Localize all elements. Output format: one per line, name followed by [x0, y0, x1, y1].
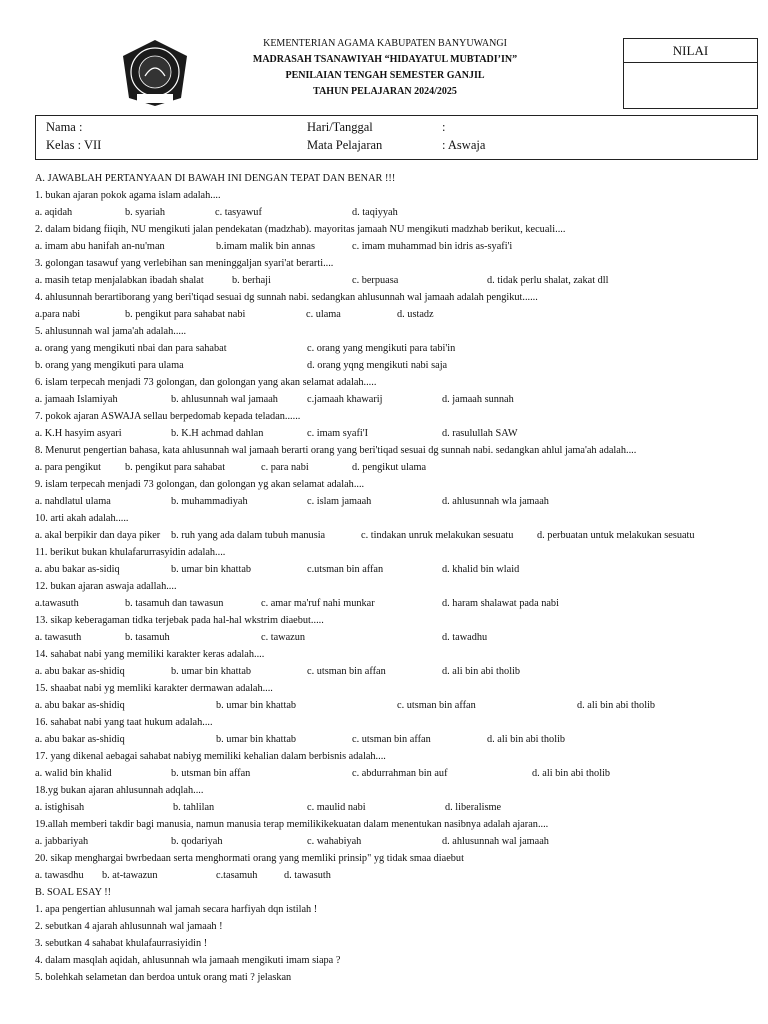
essay-question: 5. bolehkah selametan dan berdoa untuk orang mati ? jelaskan	[35, 972, 292, 983]
answer-option: b. tahlilan	[173, 802, 215, 813]
answer-options-row	[35, 663, 755, 680]
answer-option: c. imam muhammad bin idris as-syafi'i	[352, 241, 513, 252]
answer-option: c. islam jamaah	[307, 496, 372, 507]
answer-option: d. ali bin abi tholib	[577, 700, 656, 711]
exam-content	[35, 170, 755, 986]
answer-options-row	[35, 765, 755, 782]
answer-options-row	[35, 357, 755, 374]
score-label: NILAI	[624, 43, 757, 63]
question-text: 10. arti akah adalah.....	[35, 513, 129, 524]
answer-options-row	[35, 272, 755, 289]
answer-option: a. nahdlatul ulama	[35, 496, 111, 507]
answer-option: c. utsman bin affan	[307, 666, 386, 677]
answer-option: d. orang yqng mengikuti nabi saja	[307, 360, 448, 371]
subject-label: Mata Pelajaran	[307, 138, 383, 152]
section-a-heading: A. JAWABLAH PERTANYAAN DI BAWAH INI DENGAN TEPAT DAN BENAR !!!	[35, 173, 396, 184]
question-text: 16. sahabat nabi yang taat hukum adalah....	[35, 717, 213, 728]
answer-option: b. tasamuh	[125, 632, 170, 643]
answer-option: a. abu bakar as-shidiq	[35, 734, 125, 745]
answer-option: b. umar bin khattab	[216, 734, 297, 745]
answer-option: a. K.H hasyim asyari	[35, 428, 122, 439]
answer-options-row	[35, 493, 755, 510]
question-text: 20. sikap menghargai bwrbedaan serta menghormati orang yang memliki prinsip" yg tidak smaa diaebut	[35, 853, 464, 864]
answer-option: c.utsman bin affan	[307, 564, 384, 575]
question-text: 6. islam terpecah menjadi 73 golongan, dan golongan yang akan selamat adalah.....	[35, 377, 377, 388]
answer-option: b. syariah	[125, 207, 166, 218]
answer-option: d. jamaah sunnah	[442, 394, 514, 405]
essay-question: 4. dalam masqlah aqidah, ahlusunnah wla jamaah mengikuti imam siapa ?	[35, 955, 341, 966]
answer-option: b. tasamuh dan tawasun	[125, 598, 224, 609]
answer-option: b. pengikut para sahabat	[125, 462, 226, 473]
answer-option: a. abu bakar as-shidiq	[35, 666, 125, 677]
answer-option: c. amar ma'ruf nahi munkar	[261, 598, 375, 609]
answer-option: c. abdurrahman bin auf	[352, 768, 448, 779]
class-label: Kelas : VII	[46, 138, 102, 152]
answer-option: a. istighisah	[35, 802, 85, 813]
answer-option: a. jabbariyah	[35, 836, 89, 847]
name-label: Nama :	[46, 120, 83, 134]
header-year: TAHUN PELAJARAN 2024/2025	[313, 86, 457, 97]
question-text: 13. sikap keberagaman tidka terjebak pada hal-hal wkstrim diaebut.....	[35, 615, 324, 626]
question-text: 5. ahlusunnah wal jama'ah adalah.....	[35, 326, 187, 337]
answer-option: c. imam syafi'I	[307, 428, 369, 439]
answer-option: b. qodariyah	[171, 836, 223, 847]
essay-question: 3. sebutkan 4 sahabat khulafaurrasiyidin !	[35, 938, 208, 949]
answer-options-row	[35, 697, 755, 714]
question-text: 2. dalam bidang fiiqih, NU mengikuti jalan pendekatan (madzhab). mayoritas jamaah NU mengikuti madzhab berikut, kecuali....	[35, 224, 566, 235]
answer-option: a. aqidah	[35, 207, 73, 218]
answer-options-row	[35, 731, 755, 748]
answer-option: d. ahlusunnah wal jamaah	[442, 836, 549, 847]
answer-option: b. berhaji	[232, 275, 271, 286]
answer-option: c. tindakan unruk melakukan sesuatu	[361, 530, 514, 541]
answer-option: d. rasulullah SAW	[442, 428, 518, 439]
answer-options-row	[35, 204, 755, 221]
answer-option: b. at-tawazun	[102, 870, 158, 881]
answer-option: a. tawasuth	[35, 632, 82, 643]
answer-option: b. umar bin khattab	[171, 564, 252, 575]
question-text: 8. Menurut pengertian bahasa, kata ahlusunnah wal jamaah berarti orang yang beri'tiqad sesuai dg sunnah nabi. sedangkan ahlul jama'ah adalah....	[35, 445, 637, 456]
answer-option: b. umar bin khattab	[216, 700, 297, 711]
answer-option: a. imam abu hanifah an-nu'man	[35, 241, 165, 252]
answer-option: b. muhammadiyah	[171, 496, 248, 507]
answer-option: d. haram shalawat pada nabi	[442, 598, 559, 609]
answer-option: b. utsman bin affan	[171, 768, 251, 779]
date-colon: :	[442, 120, 446, 134]
answer-option: b. orang yang mengikuti para ulama	[35, 360, 184, 371]
answer-option: d. tawadhu	[442, 632, 488, 643]
answer-option: d. taqiyyah	[352, 207, 398, 218]
question-text: 12. bukan ajaran aswaja adallah....	[35, 581, 177, 592]
madrasah-logo	[115, 38, 195, 108]
answer-option: c.jamaah khawarij	[307, 394, 383, 405]
question-text: 3. golongan tasawuf yang verlebihan san meninggaljan syari'at berarti....	[35, 258, 334, 269]
answer-option: b. pengikut para sahabat nabi	[125, 309, 246, 320]
question-text: 14. sahabat nabi yang memiliki karakter keras adalah....	[35, 649, 265, 660]
answer-option: a.tawasuth	[35, 598, 79, 609]
answer-option: a. walid bin khalid	[35, 768, 112, 779]
answer-option: d. liberalisme	[445, 802, 502, 813]
answer-option: b. ruh yang ada dalam tubuh manusia	[171, 530, 326, 541]
header-ministry: KEMENTERIAN AGAMA KABUPATEN BANYUWANGI	[263, 38, 507, 49]
answer-option: d. khalid bin wlaid	[442, 564, 520, 575]
answer-option: c. utsman bin affan	[397, 700, 476, 711]
question-text: 15. shaabat nabi yg memliki karakter dermawan adalah....	[35, 683, 273, 694]
answer-option: b. ahlusunnah wal jamaah	[171, 394, 278, 405]
question-text: 18.yg bukan ajaran ahlusunnah adqlah....	[35, 785, 204, 796]
answer-option: b.imam malik bin annas	[216, 241, 315, 252]
answer-options-row	[35, 340, 755, 357]
answer-option: c. orang yang mengikuti para tabi'in	[307, 343, 456, 354]
answer-option: d. ali bin abi tholib	[442, 666, 521, 677]
answer-options-row	[35, 459, 755, 476]
header-school: MADRASAH TSANAWIYAH “HIDAYATUL MUBTADI’IN”	[252, 54, 518, 65]
answer-options-row	[35, 629, 755, 646]
answer-option: d. perbuatan untuk melakukan sesuatu	[537, 530, 695, 541]
answer-options-row	[35, 867, 755, 884]
answer-option: a. orang yang mengikuti nbai dan para sahabat	[35, 343, 227, 354]
answer-options-row	[35, 391, 755, 408]
answer-option: a. tawasdhu	[35, 870, 84, 881]
answer-option: d. ustadz	[397, 309, 434, 320]
question-text: 1. bukan ajaran pokok agama islam adalah....	[35, 190, 221, 201]
section-b-heading: B. SOAL ESAY !!	[35, 887, 112, 898]
answer-option: c. ulama	[306, 309, 341, 320]
header-exam: PENILAIAN TENGAH SEMESTER GANJIL	[285, 70, 485, 81]
answer-option: a. jamaah Islamiyah	[35, 394, 118, 405]
answer-option: d. tawasuth	[284, 870, 331, 881]
answer-options-row	[35, 306, 755, 323]
answer-option: a. para pengikut	[35, 462, 102, 473]
answer-options-row	[35, 561, 755, 578]
answer-option: c. berpuasa	[352, 275, 399, 286]
answer-option: c. para nabi	[261, 462, 309, 473]
answer-option: a. akal berpikir dan daya piker	[35, 530, 161, 541]
answer-options-row	[35, 833, 755, 850]
answer-option: c.tasamuh	[216, 870, 258, 881]
answer-options-row	[35, 799, 755, 816]
answer-option: a. abu bakar as-sidiq	[35, 564, 120, 575]
answer-option: d. pengikut ulama	[352, 462, 427, 473]
answer-option: c. tawazun	[261, 632, 306, 643]
essay-question: 2. sebutkan 4 ajarah ahlusunnah wal jamaah !	[35, 921, 223, 932]
answer-option: d. ali bin abi tholib	[487, 734, 566, 745]
document-header	[230, 36, 540, 100]
answer-option: a.para nabi	[35, 309, 81, 320]
answer-option: d. tidak perlu shalat, zakat dll	[487, 275, 609, 286]
question-text: 19.allah memberi takdir bagi manusia, namun manusia terap memilikikekuatan dalam menentukan nasibnya adalah ajaran....	[35, 819, 549, 830]
answer-option: c. maulid nabi	[307, 802, 366, 813]
answer-options-row	[35, 527, 755, 544]
answer-option: b. K.H achmad dahlan	[171, 428, 264, 439]
answer-option: a. abu bakar as-shidiq	[35, 700, 125, 711]
answer-option: d. ahlusunnah wla jamaah	[442, 496, 549, 507]
question-text: 9. islam terpecah menjadi 73 golongan, dan golongan yg akan selamat adalah....	[35, 479, 365, 490]
answer-option: a. masih tetap menjalabkan ibadah shalat	[35, 275, 204, 286]
answer-option: d. ali bin abi tholib	[532, 768, 611, 779]
question-text: 11. berikut bukan khulafarurrasyidin adalah....	[35, 547, 226, 558]
answer-option: b. umar bin khattab	[171, 666, 252, 677]
answer-option: c. tasyawuf	[215, 207, 262, 218]
answer-option: c. utsman bin affan	[352, 734, 431, 745]
answer-option: c. wahabiyah	[307, 836, 362, 847]
answer-options-row	[35, 595, 755, 612]
answer-options-row	[35, 425, 755, 442]
question-text: 7. pokok ajaran ASWAJA sellau berpedomab kepada teladan......	[35, 411, 301, 422]
score-box	[623, 38, 758, 109]
question-text: 4. ahlusunnah berartiborang yang beri'tiqad sesuai dg sunnah nabi. sedangkan ahlusunnah wal jamaah adalah pengikut......	[35, 292, 538, 303]
subject-value: : Aswaja	[442, 138, 486, 152]
answer-options-row	[35, 238, 755, 255]
question-text: 17. yang dikenal aebagai sahabat nabiyg memiliki kehalian dalam berbisnis adalah....	[35, 751, 386, 762]
essay-question: 1. apa pengertian ahlusunnah wal jamah secara harfiyah dqn istilah !	[35, 904, 318, 915]
student-info-box	[35, 115, 758, 160]
date-label: Hari/Tanggal	[307, 120, 373, 134]
